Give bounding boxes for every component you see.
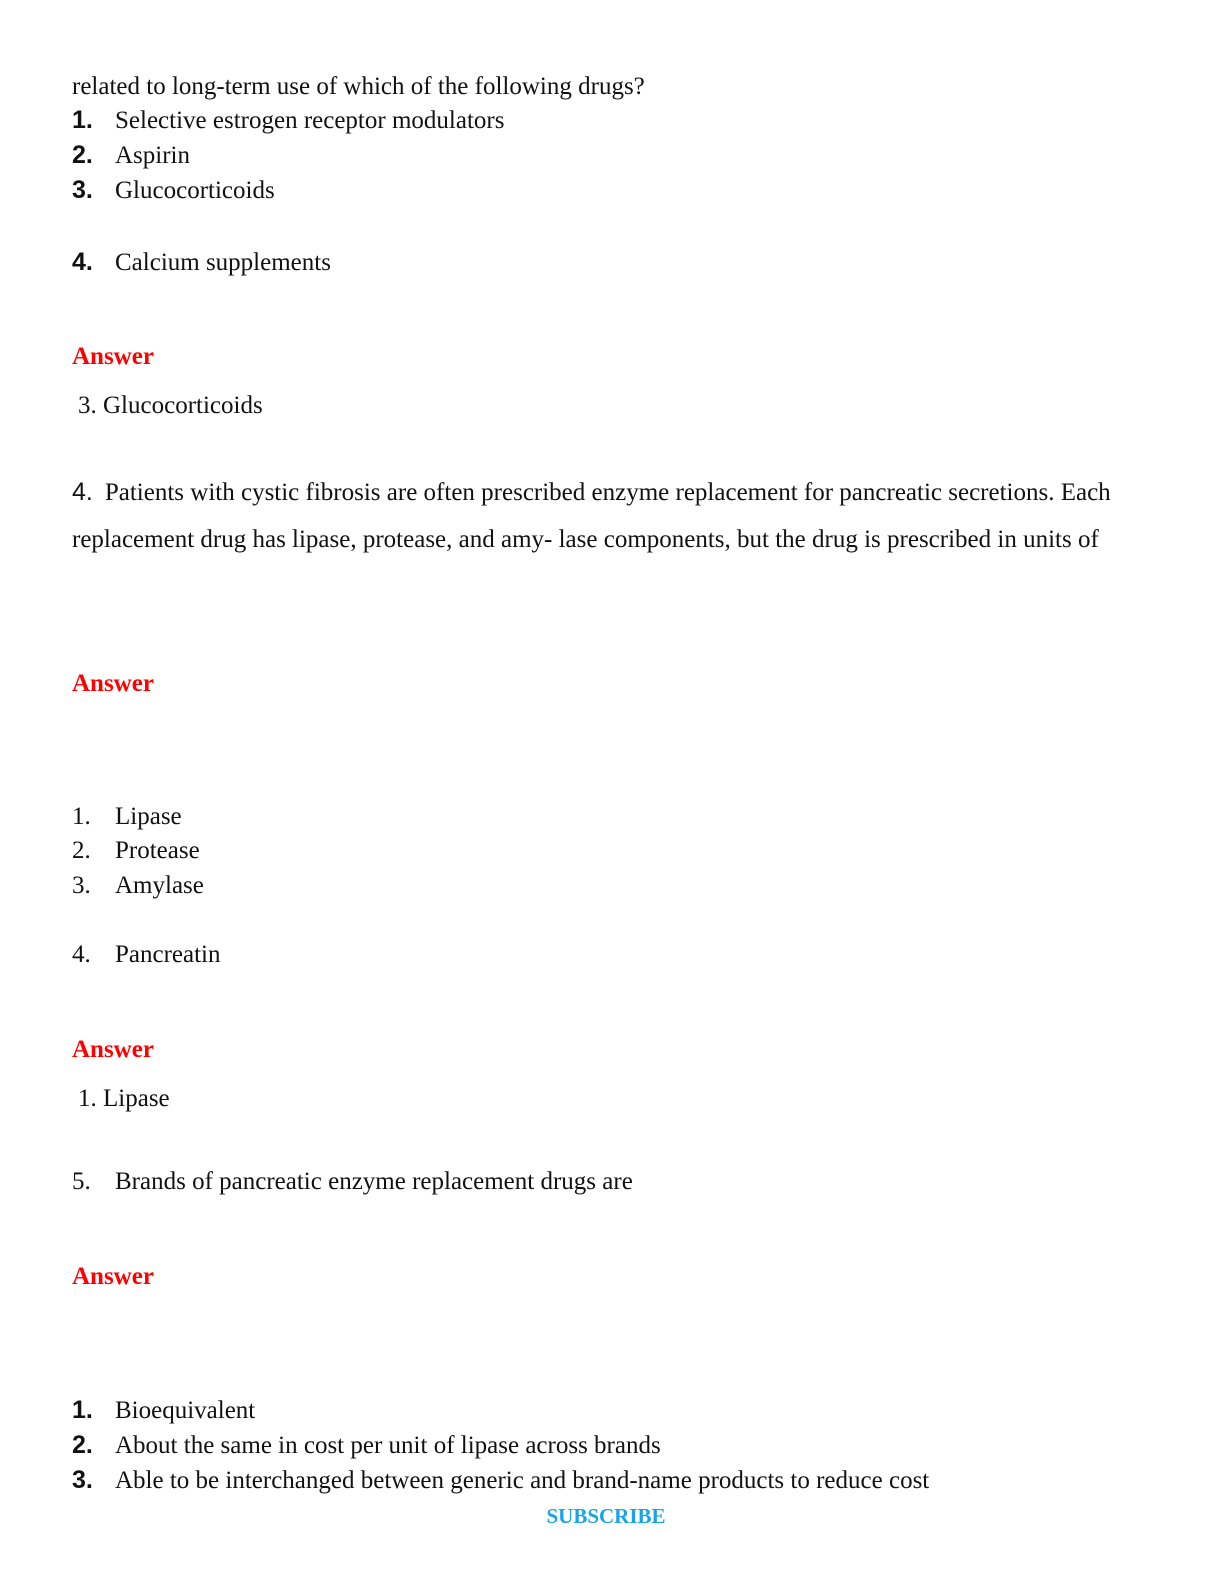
q5-option-3 bbox=[72, 1465, 929, 1496]
q3-answer-value: 3. Glucocorticoids bbox=[78, 392, 263, 419]
option-number: 3. bbox=[72, 176, 93, 204]
q3-option-3 bbox=[72, 175, 275, 206]
q3-option-1 bbox=[72, 105, 504, 136]
option-number: 3. bbox=[72, 1466, 93, 1494]
question-number: 4. bbox=[72, 478, 93, 506]
q4-option-1 bbox=[72, 802, 182, 832]
option-text: Selective estrogen receptor modulators bbox=[115, 107, 505, 134]
question-3-stem: related to long-term use of which of the following drugs? bbox=[72, 73, 645, 100]
q5-option-2 bbox=[72, 1430, 661, 1461]
option-number: 2. bbox=[72, 141, 93, 169]
q4-option-3 bbox=[72, 871, 204, 901]
option-text: Bioequivalent bbox=[115, 1397, 256, 1424]
option-text: Able to be interchanged between generic and brand-name products to reduce cost bbox=[115, 1467, 930, 1494]
subscribe-link[interactable]: SUBSCRIBE bbox=[546, 1504, 666, 1528]
option-number: 4. bbox=[72, 941, 91, 968]
question-text: Patients with cystic fibrosis are often prescribed enzyme replacement for pancreatic secretions. Each replacement drug has lipase, protease, and amy- lase components, but the drug is prescribed in units of bbox=[72, 479, 1111, 553]
option-text: Pancreatin bbox=[115, 941, 221, 968]
option-number: 4. bbox=[72, 248, 93, 276]
option-text: Glucocorticoids bbox=[115, 177, 275, 204]
option-text: Protease bbox=[115, 837, 200, 864]
q4-answer-value: 1. Lipase bbox=[78, 1085, 170, 1112]
option-text: Aspirin bbox=[115, 142, 190, 169]
q3-answer-heading: Answer bbox=[72, 343, 154, 370]
option-number: 2. bbox=[72, 837, 91, 864]
q3-option-2 bbox=[72, 140, 190, 171]
q4-option-2 bbox=[72, 836, 200, 866]
option-text: Lipase bbox=[115, 803, 182, 830]
question-text: Brands of pancreatic enzyme replacement drugs are bbox=[115, 1168, 633, 1195]
question-5 bbox=[72, 1167, 633, 1197]
q3-option-4 bbox=[72, 247, 331, 278]
question-4 bbox=[72, 469, 1152, 563]
question-number: 5. bbox=[72, 1168, 91, 1195]
option-text: Calcium supplements bbox=[115, 249, 331, 276]
option-text: About the same in cost per unit of lipase across brands bbox=[115, 1432, 661, 1459]
q5-option-1 bbox=[72, 1395, 255, 1426]
q5-answer-heading: Answer bbox=[72, 1263, 154, 1290]
option-number: 3. bbox=[72, 872, 91, 899]
q4-option-4 bbox=[72, 940, 221, 970]
option-text: Amylase bbox=[115, 872, 204, 899]
option-number: 2. bbox=[72, 1431, 93, 1459]
option-number: 1. bbox=[72, 803, 91, 830]
q4-answer-heading-2: Answer bbox=[72, 1036, 154, 1063]
q4-answer-heading: Answer bbox=[72, 670, 154, 697]
option-number: 1. bbox=[72, 106, 93, 134]
option-number: 1. bbox=[72, 1396, 93, 1424]
